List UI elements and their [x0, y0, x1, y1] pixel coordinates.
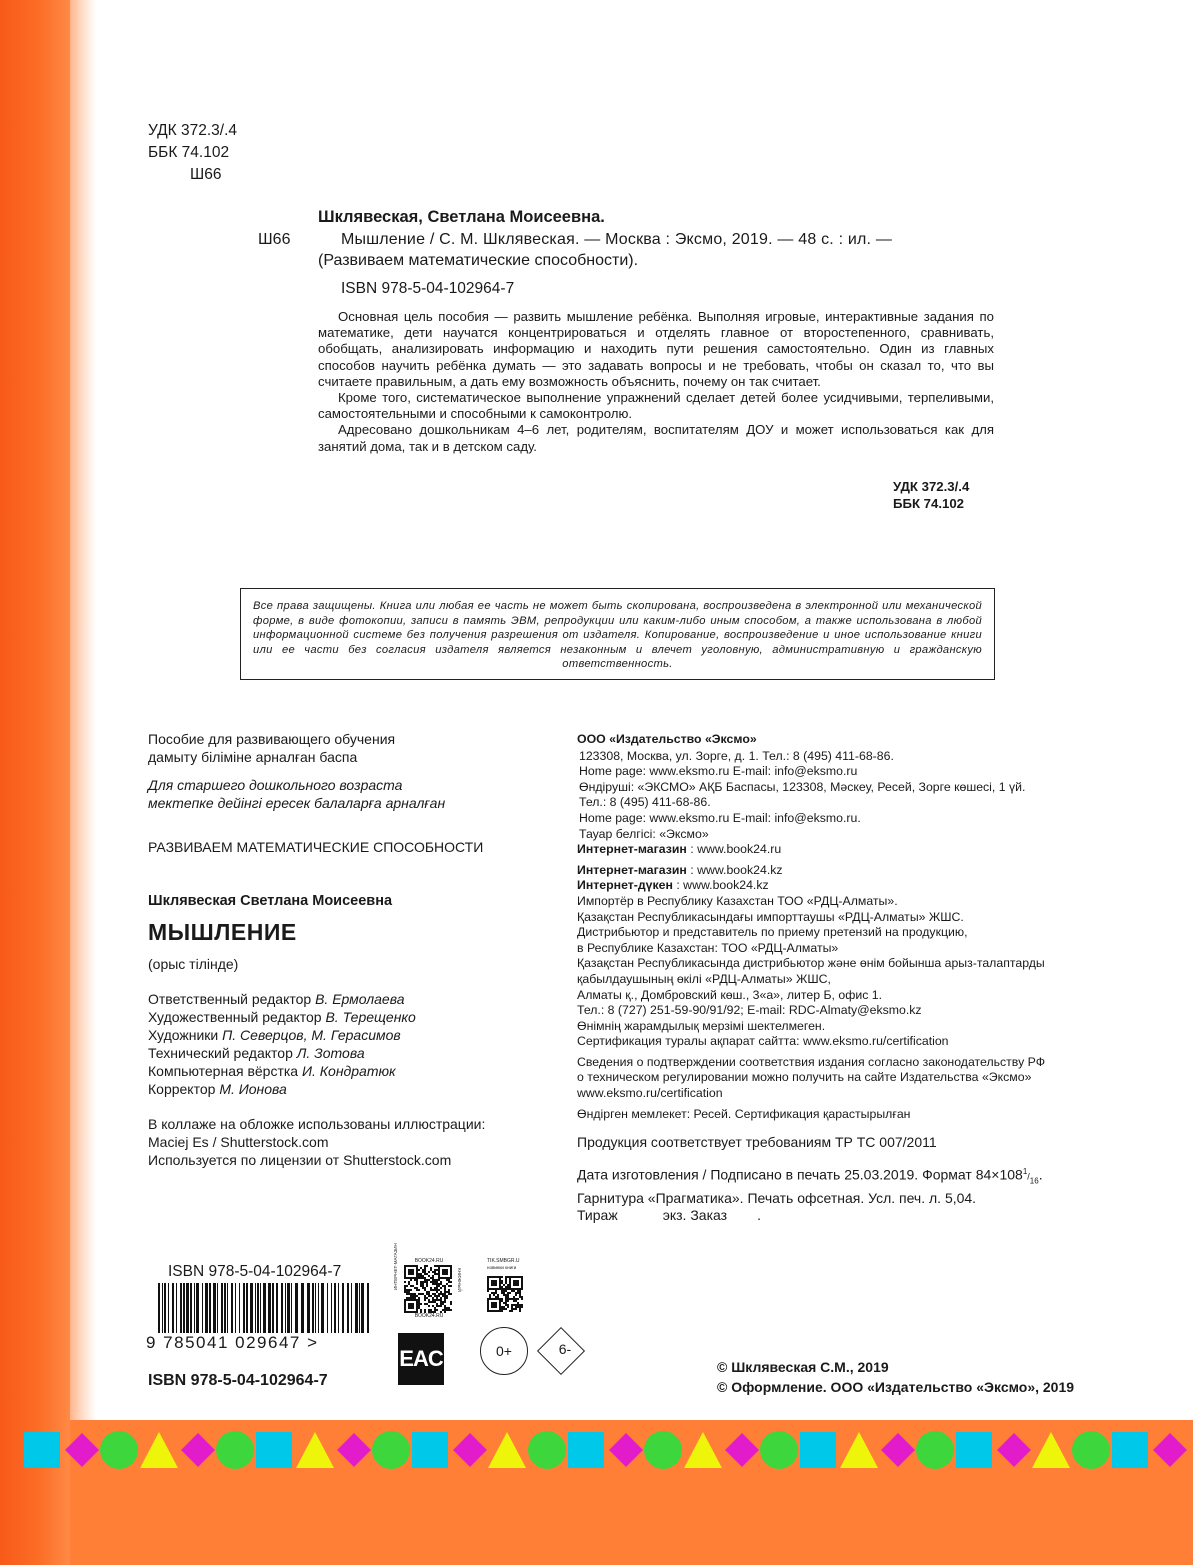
publisher-contacts: 123308, Москва, ул. Зорге, д. 1. Тел.: 8 (495) 411-68-86. Home page: www.eksmo.ru E-mail: info@eksmo.ru Өндіруші: «ЭКСМО» АҚБ Баспасы, 123308, Мәскеу, Ресей, Зорге көшесі, 1 үй. Тел.: 8 (495) 411-68-86. Home page: www.eksmo.ru E-mail: info@eksmo.ru. Тауар белгісі: «Эксмо»: [579, 748, 1026, 841]
print-details: Дата изготовления / Подписано в печать 25.03.2019. Формат $84\times 108^1/_{16}$. Гарнитура «Прагматика». Печать офсетная. Усл. печ. л. 5,04. Тираж экз. Заказ .: [577, 1166, 1043, 1223]
left-orange-band: [0, 0, 70, 1565]
tr-ts-compliance: Продукция соответствует требованиям ТР ТС 007/2011: [577, 1134, 937, 1151]
decorative-triangle-icon: [684, 1432, 722, 1468]
shop-line: Интернет-дүкен : www.book24.kz: [577, 878, 769, 893]
left-column: [148, 730, 548, 1169]
age-ru: Для старшего дошкольного возраста: [148, 777, 403, 793]
decorative-circle-icon: [760, 1431, 798, 1469]
decorative-triangle-icon: [488, 1432, 526, 1468]
age-rating-circle: 0+: [480, 1327, 528, 1375]
credit-row: Корректор М. Ионова: [148, 1081, 287, 1097]
decorative-square-icon: [1112, 1432, 1148, 1468]
age-kz: мектепке дейінгі ересек балаларға арналған: [148, 795, 446, 811]
qr-code-icon: [404, 1265, 452, 1313]
copyright-notice-text: Все права защищены. Книга или любая ее часть не может быть скопирована, воспроизведена в электронной или механической форме, в виде фотокопии, записи в память ЭВМ, репродукции или каким-либо иным способом, а также использована в любой информационной системе без получения разрешения от издателя. Копирование, воспроизведение и иное использование книги или ее части без согласия издателя является незаконным и влечет уголовную, административную и гражданскую ответственность.: [253, 600, 982, 670]
credit-row: Технический редактор Л. Зотова: [148, 1045, 365, 1061]
author-mark: Ш66: [190, 166, 222, 183]
series-name: РАЗВИВАЕМ МАТЕМАТИЧЕСКИЕ СПОСОБНОСТИ: [148, 839, 484, 855]
shop-line: Интернет-магазин : www.book24.ru: [577, 842, 782, 857]
qr2-label: TIK.SMBGR.U: [487, 1258, 520, 1264]
credit-row: Компьютерная вёрстка И. Кондратюк: [148, 1063, 396, 1079]
eac-mark-icon: EAC: [398, 1333, 444, 1385]
decorative-circle-icon: [372, 1431, 410, 1469]
right-column: [577, 732, 1077, 1224]
decorative-circle-icon: [644, 1431, 682, 1469]
barcode-icon: [158, 1283, 378, 1333]
publisher-name: ООО «Издательство «Эксмо»: [577, 732, 757, 746]
decorative-triangle-icon: [1032, 1432, 1070, 1468]
credit-row: Художественный редактор В. Терещенко: [148, 1009, 416, 1025]
credit-row: Художники П. Северцов, М. Герасимов: [148, 1027, 401, 1043]
biblio-isbn: ISBN 978-5-04-102964-7: [341, 280, 515, 297]
distributor-info: Импортёр в Республику Казахстан ТОО «РДЦ-Алматы». Қазақстан Республикасындағы импорттаушы «РДЦ-Алматы» ЖШС. Дистрибьютор и представитель по приему претензий на продукцию, в Республике Казахстан: ТОО «РДЦ-Алматы» Қазақстан Республикасында дистрибьютор және өнім бойынша арыз-талаптарды қабылдаушының өкілі «РДЦ-Алматы» ЖШС, Алматы қ., Домбровский көш., 3«а», литер Б, офис 1. Тел.: 8 (727) 251-59-90/91/92; E-mail: RDC-Almaty@eksmo.kz Өнімнің жарамдылық мерзімі шектелмеген. Сертификация туралы ақпарат сайтта: www.eksmo.ru/certification Сведения о подтверждении соответствия издания согласно законодательству РФ о техническом регулировании можно получить на сайте Издательства «Эксмо» www.eksmo.ru/certification Өндірген мемлекет: Ресей. Сертификация қарастырылған: [577, 893, 1046, 1121]
biblio-code: Ш66: [258, 231, 291, 248]
decorative-triangle-icon: [140, 1432, 178, 1468]
qr-side-label: КНИЖНЫЙ: [457, 1268, 462, 1292]
udk-code: УДК 372.3/.4: [148, 122, 238, 139]
biblio-author: Шклявеская, Светлана Моисеевна.: [318, 208, 605, 226]
collage-credits: В коллаже на обложке использованы иллюстрации: Maciej Es / Shutterstock.com Используется по лицензии от Shutterstock.com: [148, 1116, 486, 1168]
copyright-lines: © Шклявеская С.М., 2019 © Оформление. ООО «Издательство «Эксмо», 2019: [717, 1359, 1075, 1395]
decorative-circle-icon: [1072, 1431, 1110, 1469]
decorative-square-icon: [24, 1432, 60, 1468]
qr2-sublabel: новинки книги: [487, 1265, 517, 1270]
biblio-line1: Мышление / С. М. Шклявеская. — Москва : Эксмо, 2019. — 48 с. : ил. —: [341, 231, 893, 248]
barcode-isbn-top: ISBN 978-5-04-102964-7: [168, 1263, 342, 1280]
credits-list: [148, 990, 548, 1098]
annotation-paragraph: Основная цель пособия — развить мышление ребёнка. Выполняя игровые, интерактивные задания по математике, дети научатся концентрироваться и отделять главное от второстепенного, сравнивать, обобщать, анализировать информацию и находить пути решения самостоятельно. Один из главных способов научить ребёнка думать — это задавать вопросы и не требовать, чтобы он сказал то, что вы считаете правильным, а дать ему возможность объяснить, почему он так считает.: [318, 309, 994, 389]
annotation-udk: УДК 372.3/.4: [893, 479, 970, 494]
copyright-notice-box: [240, 588, 995, 680]
decorative-circle-icon: [528, 1431, 566, 1469]
age-rating-label: 6-: [558, 1341, 572, 1357]
bbk-code: ББК 74.102: [148, 144, 230, 161]
annotation-paragraph: Адресовано дошкольникам 4–6 лет, родителям, воспитателям ДОУ и может использоваться как для занятий дома, так и в детском саду.: [318, 422, 994, 454]
purpose-kz: дамыту біліміне арналған баспа: [148, 749, 358, 765]
decorative-circle-icon: [100, 1431, 138, 1469]
qr-code-icon: [487, 1276, 523, 1312]
purpose-ru: Пособие для развивающего обучения: [148, 731, 396, 747]
classification-block: [148, 120, 237, 186]
decorative-square-icon: [256, 1432, 292, 1468]
decorative-square-icon: [568, 1432, 604, 1468]
decorative-square-icon: [956, 1432, 992, 1468]
decorative-triangle-icon: [296, 1432, 334, 1468]
qr-side-label: ИНТЕРНЕТ-МАГАЗИН: [393, 1243, 398, 1290]
book-title: МЫШЛЕНИЕ: [148, 919, 297, 945]
qr-bottom-label: BOOK24.RU: [414, 1313, 444, 1319]
annotation-bbk: ББК 74.102: [893, 496, 965, 511]
decorative-triangle-icon: [840, 1432, 878, 1468]
decorative-circle-icon: [216, 1431, 254, 1469]
annotation: [318, 309, 994, 455]
biblio-line2: (Развиваем математические способности).: [318, 252, 639, 269]
barcode-digits: 9 785041 029647 >: [146, 1333, 319, 1352]
decorative-square-icon: [800, 1432, 836, 1468]
credit-row: Ответственный редактор В. Ермолаева: [148, 991, 405, 1007]
barcode-isbn-bottom: ISBN 978-5-04-102964-7: [148, 1372, 328, 1389]
qr-top-label: BOOK24.RU: [414, 1258, 444, 1264]
language-note: (орыс тілінде): [148, 956, 239, 972]
imprint-author: Шклявеская Светлана Моисеевна: [148, 893, 393, 909]
shop-line: Интернет-магазин : www.book24.kz: [577, 862, 783, 877]
decorative-square-icon: [412, 1432, 448, 1468]
annotation-paragraph: Кроме того, систематическое выполнение упражнений сделает детей более усидчивыми, терпеливыми, самостоятельными и способными к самоконтролю.: [318, 390, 994, 422]
decorative-circle-icon: [916, 1431, 954, 1469]
